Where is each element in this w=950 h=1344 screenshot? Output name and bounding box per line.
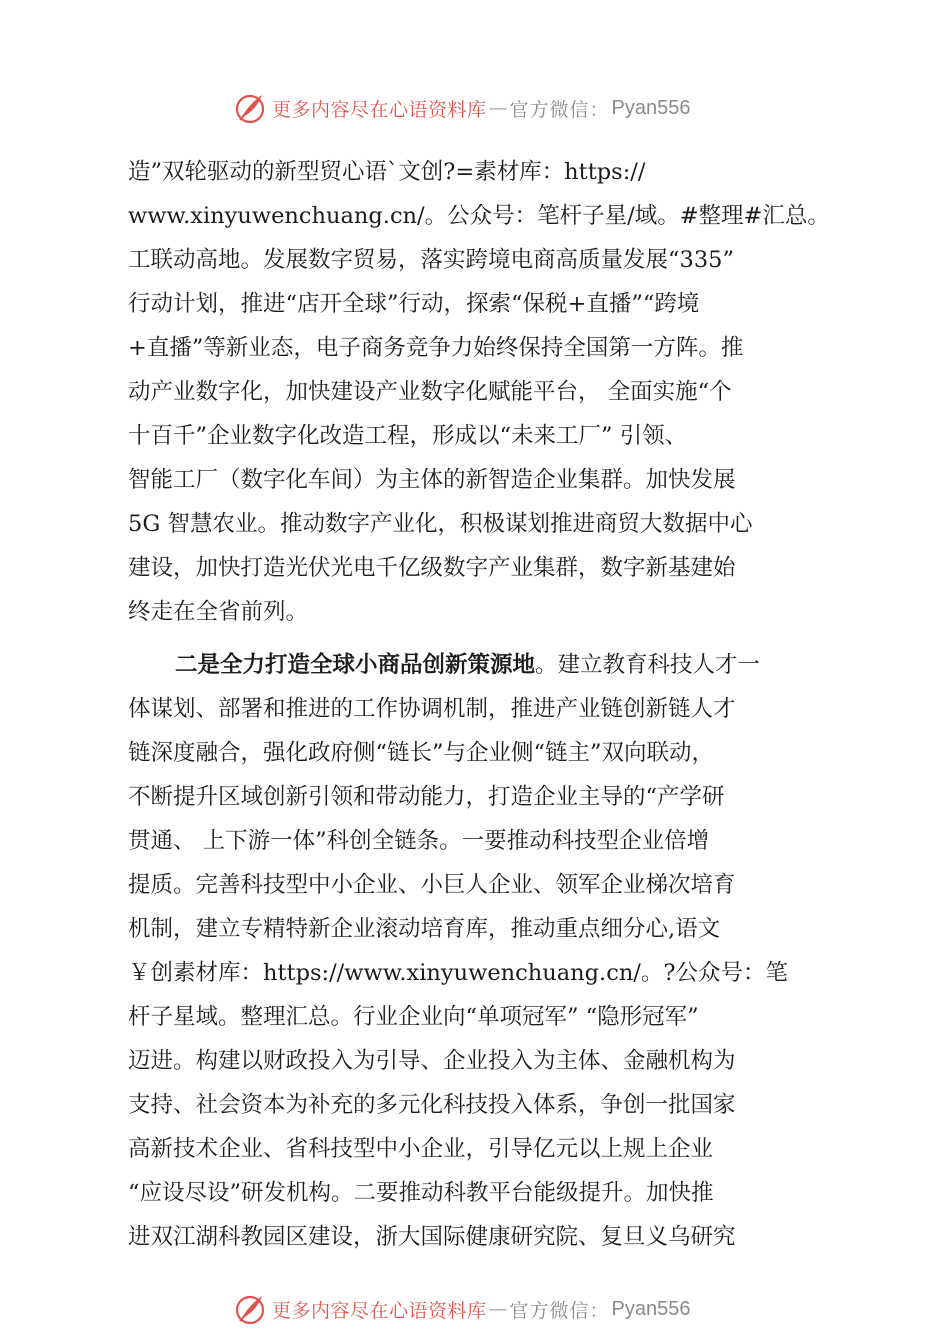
- section-heading: 二是全力打造全球小商品创新策源地: [175, 652, 536, 678]
- paragraph-line: 建设，加快打造光伏光电千亿级数字产业集群，数字新基建始: [128, 555, 736, 581]
- footer-banner-id: Pyan556: [611, 1297, 691, 1320]
- paragraph-line: 进双江湖科教园区建设，浙大国际健康研究院、复旦义乌研究: [128, 1224, 736, 1250]
- paragraph-line: 贯通、 上下游一体”科创全链条。一要推动科技型企业倍增: [128, 828, 710, 854]
- paragraph-line: 智能工厂（数字化车间）为主体的新智造企业集群。加快发展: [128, 467, 736, 493]
- paragraph-line: 支持、社会资本为补充的多元化科技投入体系，争创一批国家: [128, 1092, 736, 1118]
- paragraph-line: 动产业数字化，加快建设产业数字化赋能平台， 全面实施“个: [128, 379, 732, 405]
- paragraph-line: 机制，建立专精特新企业滚动培育库，推动重点细分心,语文: [128, 916, 721, 942]
- header-banner-dash: —: [488, 97, 508, 119]
- footer-banner-dash: —: [488, 1298, 508, 1320]
- paragraph-line: 高新技术企业、省科技型中小企业，引导亿元以上规上企业: [128, 1136, 714, 1162]
- paragraph-line: ￥创素材库：https://www.xinyuwenchuang.cn/。?公众号：笔: [128, 960, 788, 986]
- paragraph-line: 十百千”企业数字化改造工程，形成以“未来工厂” 引领、: [128, 423, 688, 449]
- quill-logo-icon: [232, 1291, 268, 1327]
- document-body: [128, 150, 848, 1259]
- footer-banner-title: 更多内容尽在心语资料库: [272, 1299, 487, 1322]
- paragraph-line: 5G 智慧农业。推动数字产业化，积极谋划推进商贸大数据中心: [128, 511, 753, 537]
- paragraph-line: 工联动高地。发展数字贸易，落实跨境电商高质量发展“335”: [128, 247, 734, 273]
- paragraph-line: 体谋划、部署和推进的工作协调机制，推进产业链创新链人才: [128, 696, 736, 722]
- paragraph-line: 终走在全省前列。: [128, 599, 309, 625]
- paragraph-line: “应设尽设”研发机构。二要推动科教平台能级提升。加快推: [128, 1180, 714, 1206]
- header-banner-title: 更多内容尽在心语资料库: [272, 98, 487, 121]
- footer-banner: [232, 1289, 691, 1329]
- paragraph-line: 行动计划，推进“店开全球”行动，探索“保税+直播”“跨境: [128, 291, 700, 317]
- paragraph-line: 造”双轮驱动的新型贸心语`文创?=素材库：https://: [128, 159, 646, 185]
- quill-logo-icon: [232, 90, 268, 126]
- paragraph-line: +直播”等新业态，电子商务竞争力始终保持全国第一方阵。推: [128, 335, 744, 361]
- header-banner-id: Pyan556: [611, 96, 691, 119]
- header-banner-label: 官方微信：: [509, 98, 610, 121]
- header-banner: [232, 88, 691, 128]
- paragraph-line: www.xinyuwenchuang.cn/。公众号：笔杆子星/域。#整理#汇总。: [128, 203, 830, 229]
- paragraph-line: 不断提升区域创新引领和带动能力，打造企业主导的“产学研: [128, 784, 725, 810]
- paragraph-line: 杆子星域。整理汇总。行业企业向“单项冠军” “隐形冠军”: [128, 1004, 699, 1030]
- paragraph-2: [128, 643, 848, 1259]
- footer-banner-label: 官方微信：: [509, 1299, 610, 1322]
- heading-continuation: 。建立教育科技人才一: [535, 652, 761, 678]
- paragraph-1: [128, 150, 848, 634]
- paragraph-line: 迈进。构建以财政投入为引导、企业投入为主体、金融机构为: [128, 1048, 736, 1074]
- paragraph-line: 提质。完善科技型中小企业、小巨人企业、领军企业梯次培育: [128, 872, 736, 898]
- paragraph-line: 链深度融合，强化政府侧“链长”与企业侧“链主”双向联动，: [128, 740, 715, 766]
- paragraph-first-line: [128, 643, 848, 687]
